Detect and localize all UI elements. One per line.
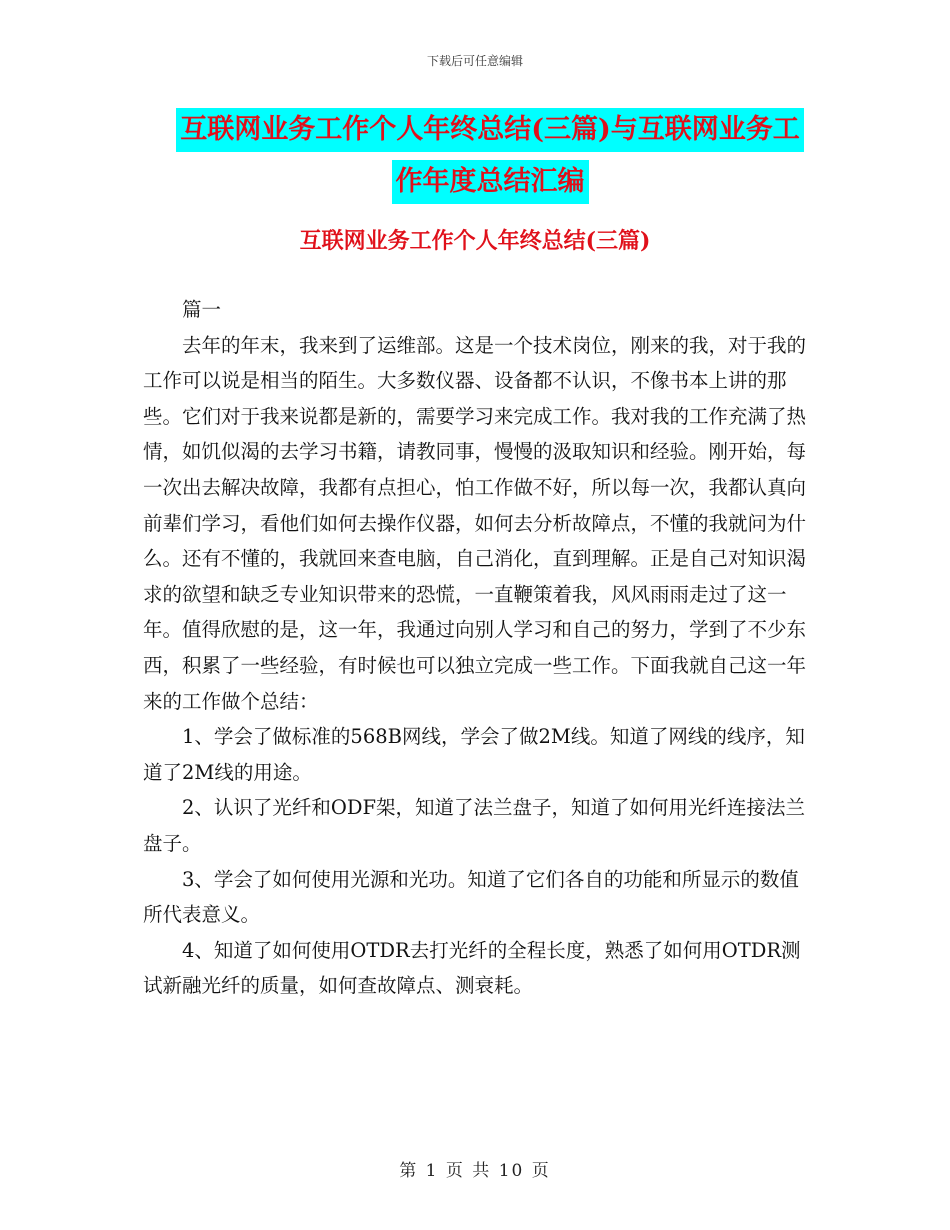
list-item: 3、学会了如何使用光源和光功。知道了它们各自的功能和所显示的数值所代表意义。 [143,867,799,927]
section-label: 篇一 [182,298,222,321]
section-subtitle: 互联网业务工作个人年终总结(三篇) [299,228,651,254]
header-note: 下载后可任意编辑 [426,54,523,68]
list-item: 2、认识了光纤和ODF架，知道了法兰盘子，知道了如何用光纤连接法兰盘子。 [143,796,806,855]
list-item: 1、学会了做标准的568B网线，学会了做2M线。知道了网线的线序，知道了2M线的用途。 [143,725,805,784]
document-title [140,108,840,204]
document-body [143,292,811,1004]
page-number: 第 1 页 共 10 页 [399,1161,551,1181]
title-line-2: 作年度总结汇编 [392,160,589,204]
list-item: 4、知道了如何使用OTDR去打光纤的全程长度，熟悉了如何用OTDR测试新融光纤的质量，如何查故障点、测衰耗。 [143,938,801,998]
title-line-1: 互联网业务工作个人年终总结(三篇)与互联网业务工 [176,108,804,152]
paragraph: 去年的年末，我来到了运维部。这是一个技术岗位，刚来的我，对于我的工作可以说是相当的陌生。大多数仪器、设备都不认识，不像书本上讲的那些。它们对于我来说都是新的，需要学习来完成工作。我对我的工作充满了热情，如饥似渴的去学习书籍，请教同事，慢慢的汲取知识和经验。刚开始，每一次出去解决故障，我都有点担心，怕工作做不好，所以每一次，我都认真向前辈们学习，看他们如何去操作仪器，如何去分析故障点，不懂的我就问为什么。还有不懂的，我就回来查电脑，自己消化，直到理解。正是自己对知识渴求的欲望和缺乏专业知识带来的恐慌，一直鞭策着我，风风雨雨走过了这一年。值得欣慰的是，这一年，我通过向别人学习和自己的努力，学到了不少东西，积累了一些经验，有时候也可以独立完成一些工作。下面我就自己这一年来的工作做个总结： [143,333,807,713]
